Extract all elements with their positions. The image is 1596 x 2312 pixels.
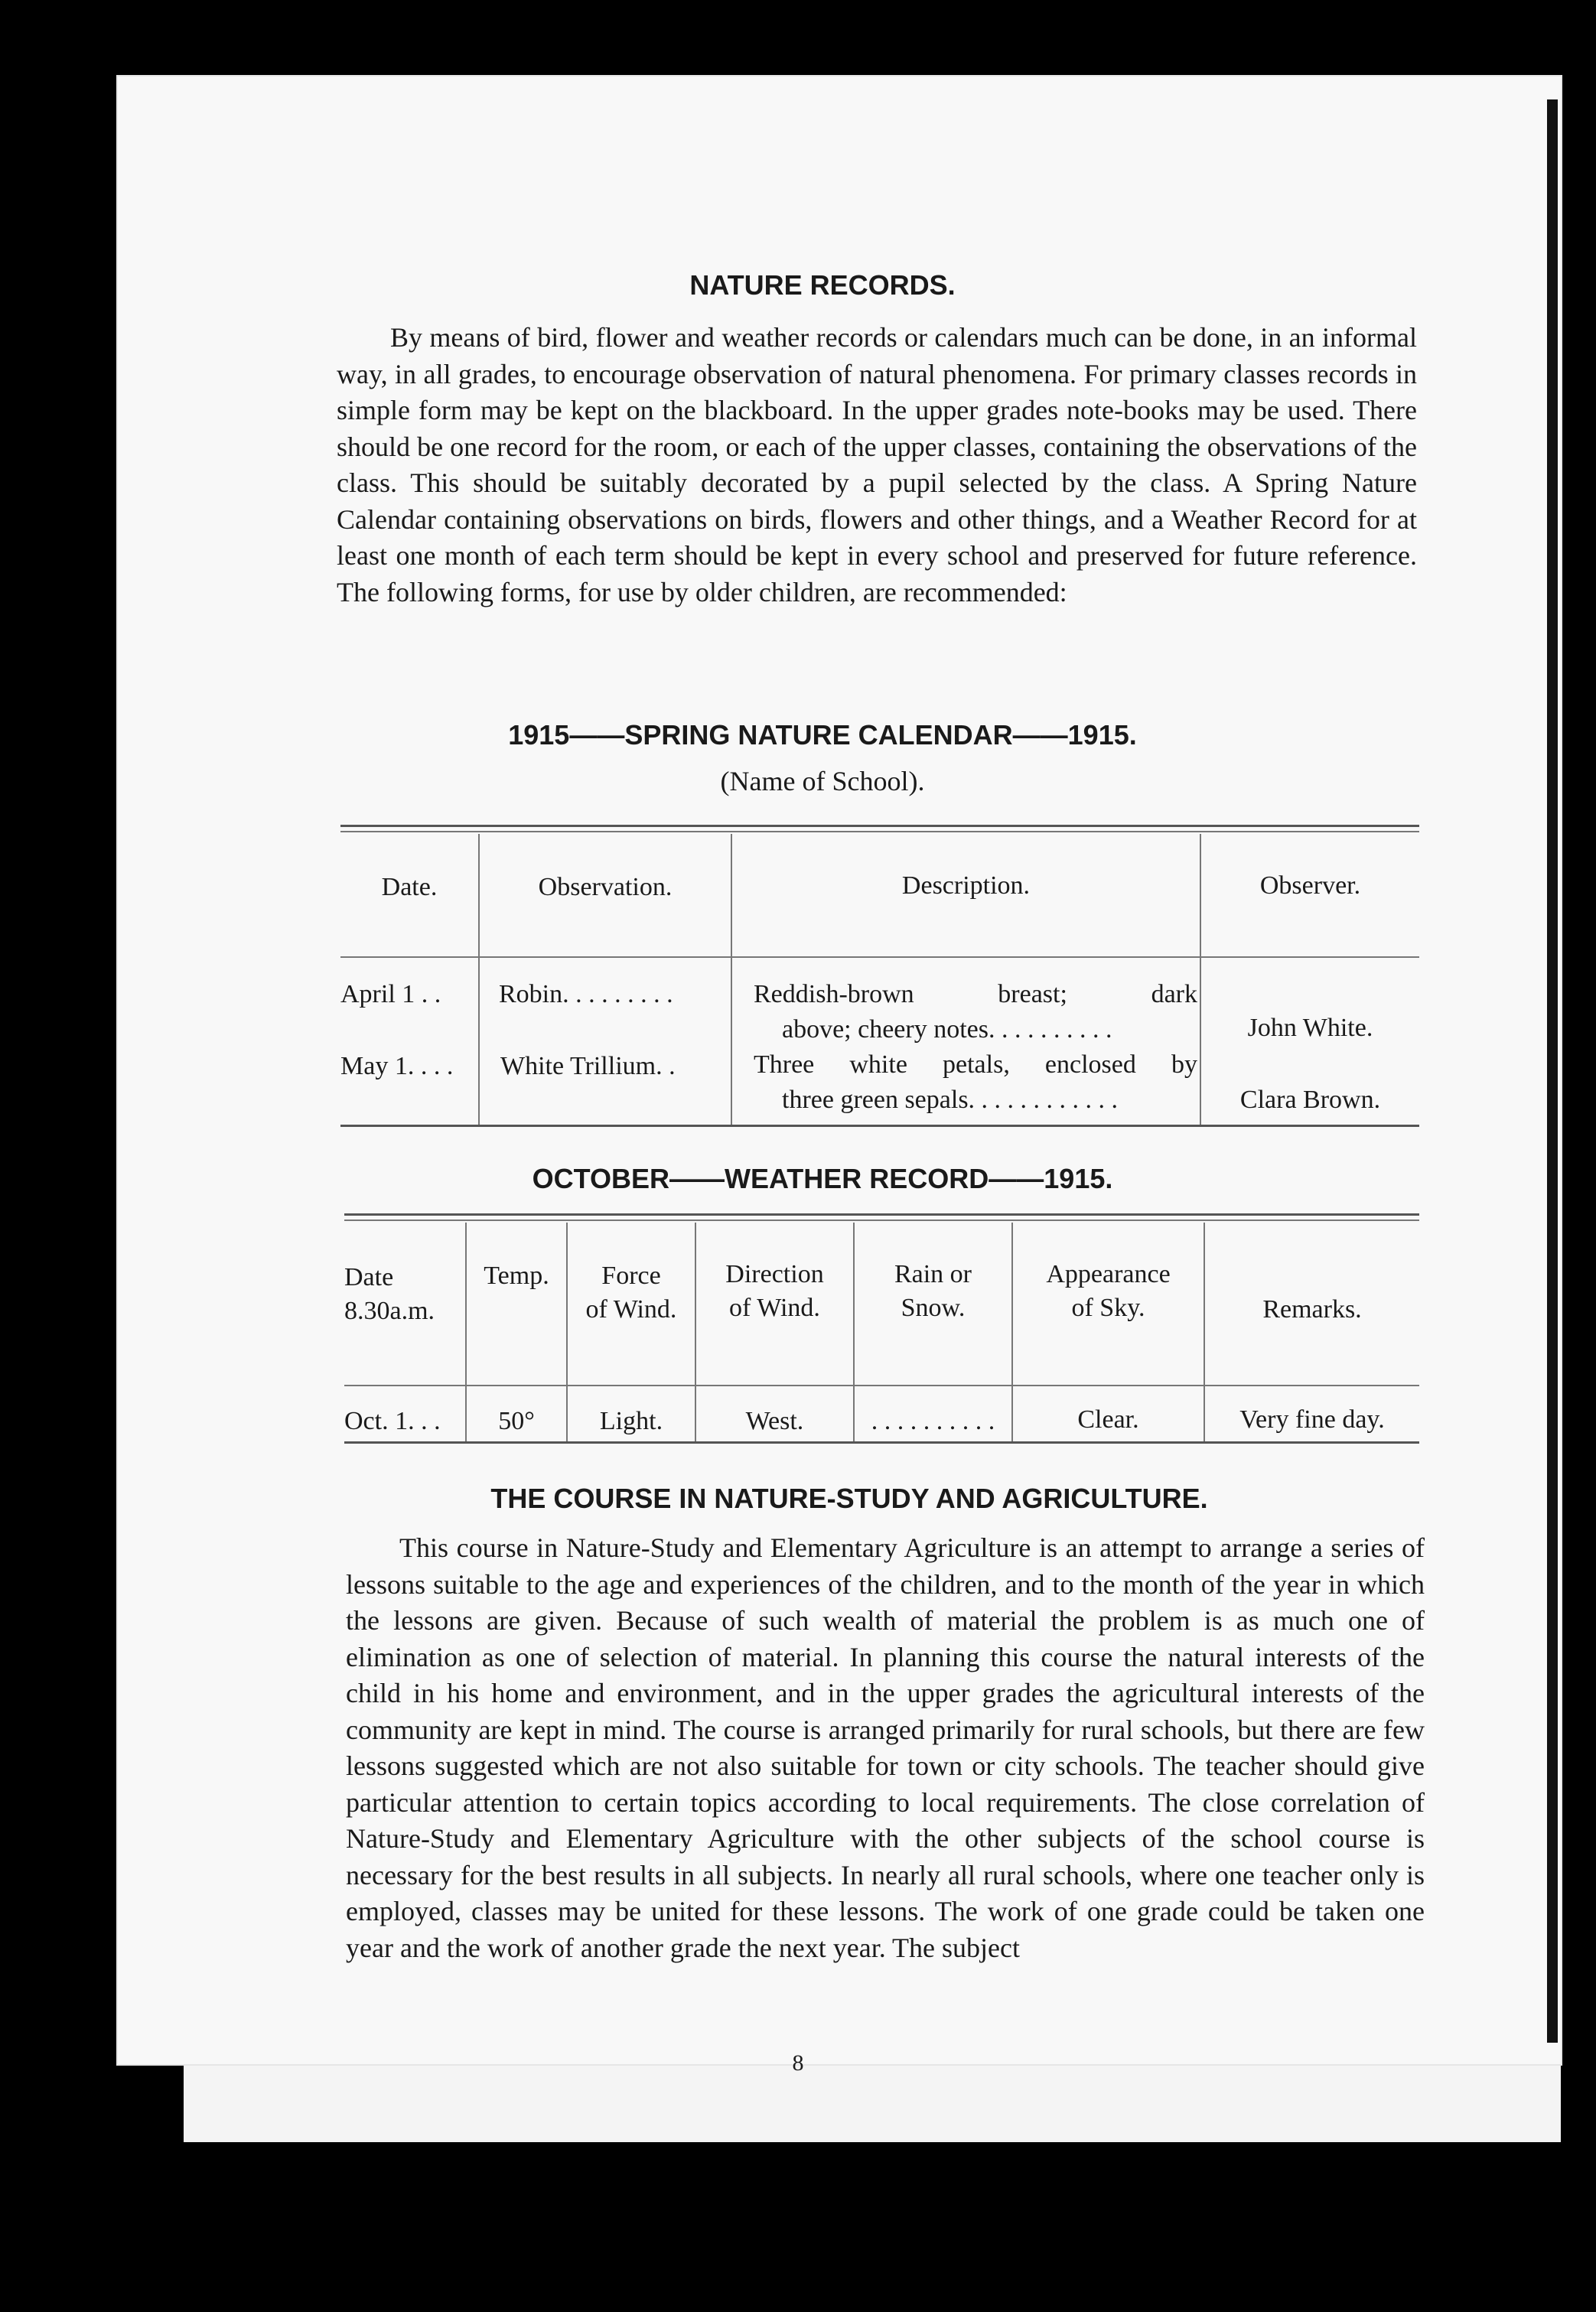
- header-direction: [696, 1258, 853, 1325]
- row-observation: Robin. . . . . . . . .: [499, 980, 673, 1008]
- header-description: Description.: [901, 871, 1031, 900]
- header-direction-line-1: Direction: [725, 1260, 824, 1288]
- header-direction-line-2: of Wind.: [729, 1294, 820, 1322]
- header-rain-line-1: Rain or: [894, 1260, 972, 1288]
- table-header-rule: [340, 956, 1419, 958]
- row-description-line-2: three green sepals. . . . . . . . . . . .: [782, 1086, 1119, 1114]
- header-force: [568, 1259, 695, 1327]
- header-date: Date.: [381, 873, 438, 901]
- course-paragraph: [346, 1530, 1425, 1966]
- header-date: [344, 1261, 465, 1328]
- row-description-line-1: Three white petals, enclosed by: [754, 1050, 1197, 1079]
- nature-records-paragraph: [337, 320, 1417, 611]
- header-rain-line-2: Snow.: [901, 1294, 966, 1322]
- header-date-line-1: Date: [344, 1263, 394, 1291]
- header-observation: Observation.: [538, 873, 673, 901]
- row-remarks: Very fine day.: [1239, 1405, 1385, 1434]
- page-number: 8: [792, 2050, 804, 2076]
- row-date: April 1 . .: [340, 980, 441, 1008]
- table-top-rule: [340, 825, 1419, 827]
- row-rain: . . . . . . . . . .: [871, 1407, 995, 1435]
- header-date-line-2: 8.30a.m.: [344, 1297, 435, 1325]
- header-force-line-1: Force: [601, 1262, 661, 1290]
- spring-calendar-subtitle: (Name of School).: [720, 766, 925, 796]
- row-description-line-1: Reddish-brown breast; dark: [754, 980, 1197, 1008]
- course-text: This course in Nature-Study and Elementary Agriculture is an attempt to arrange a series of lessons suitable to the age and experiences of the children, and to the month of the year in which the lessons are given. Because of such wealth of material the problem is as much one of elimination as one of selection of material. In planning this course the natural interests of the child in his home and environment, and in the upper grades the agricultural interests of the community are kept in mind. The course is arranged primarily for rural schools, but there are few lessons suggested which are not also suitable for town or city schools. The teacher should give particular attention to certain topics according to local requirements. The close correlation of Nature-Study and Elementary Agriculture with the other subjects of the school course is necessary for the best results in all subjects. In nearly all rural schools, where one teacher only is employed, classes may be united for these lessons. The work of one grade could be taken one year and the work of another grade the next year. The subject: [346, 1532, 1425, 1963]
- nature-records-text: By means of bird, flower and weather records or calendars much can be done, in an informal way, in all grades, to encourage observation of natural phenomena. For primary classes records in simple form may be kept on the blackboard. In the upper grades note-books may be used. There should be one record for the room, or each of the upper classes, containing the observations of the class. This should be suitably decorated by a pupil selected by the class. A Spring Nature Calendar containing observations on birds, flowers and other things, and a Weather Record for at least one month of each term should be kept in every school and preserved for future reference. The following forms, for use by older children, are recommended:: [337, 322, 1417, 607]
- row-observer: John White.: [1247, 1014, 1373, 1042]
- row-appearance: Clear.: [1077, 1405, 1139, 1434]
- table-header-rule: [344, 1385, 1419, 1386]
- table-top-rule-2: [340, 831, 1419, 832]
- row-date: Oct. 1. . .: [344, 1407, 441, 1435]
- header-appearance-line-1: Appearance: [1046, 1260, 1171, 1288]
- page-bottom-edge: [184, 2066, 1561, 2142]
- row-observer: Clara Brown.: [1239, 1086, 1381, 1114]
- book-spine: [1547, 99, 1558, 2043]
- table-bottom-rule: [340, 1125, 1419, 1127]
- header-remarks: [1205, 1293, 1419, 1327]
- table-top-rule-2: [344, 1219, 1419, 1221]
- row-direction: West.: [745, 1407, 804, 1435]
- header-temp-line-1: Temp.: [484, 1262, 549, 1290]
- header-appearance: [1013, 1258, 1204, 1325]
- table-bottom-rule: [344, 1441, 1419, 1444]
- header-force-line-2: of Wind.: [585, 1295, 677, 1324]
- row-date: May 1. . . .: [340, 1052, 454, 1080]
- header-observer: Observer.: [1259, 871, 1361, 900]
- header-rain: [855, 1258, 1011, 1325]
- header-temp: [467, 1259, 566, 1293]
- header-appearance-line-2: of Sky.: [1071, 1294, 1145, 1322]
- table-top-rule: [344, 1213, 1419, 1216]
- weather-record-title: OCTOBER——WEATHER RECORD——1915.: [532, 1163, 1113, 1194]
- spring-calendar-title: 1915——SPRING NATURE CALENDAR——1915.: [508, 719, 1137, 751]
- nature-records-heading: NATURE RECORDS.: [689, 269, 956, 301]
- row-temp: 50°: [498, 1407, 535, 1435]
- row-observation: White Trillium. .: [500, 1052, 676, 1080]
- header-remarks-line-1: Remarks.: [1262, 1295, 1362, 1324]
- row-force: Light.: [599, 1407, 663, 1435]
- row-description-line-2: above; cheery notes. . . . . . . . . .: [782, 1015, 1112, 1044]
- course-heading: THE COURSE IN NATURE-STUDY AND AGRICULTURE.: [490, 1483, 1208, 1514]
